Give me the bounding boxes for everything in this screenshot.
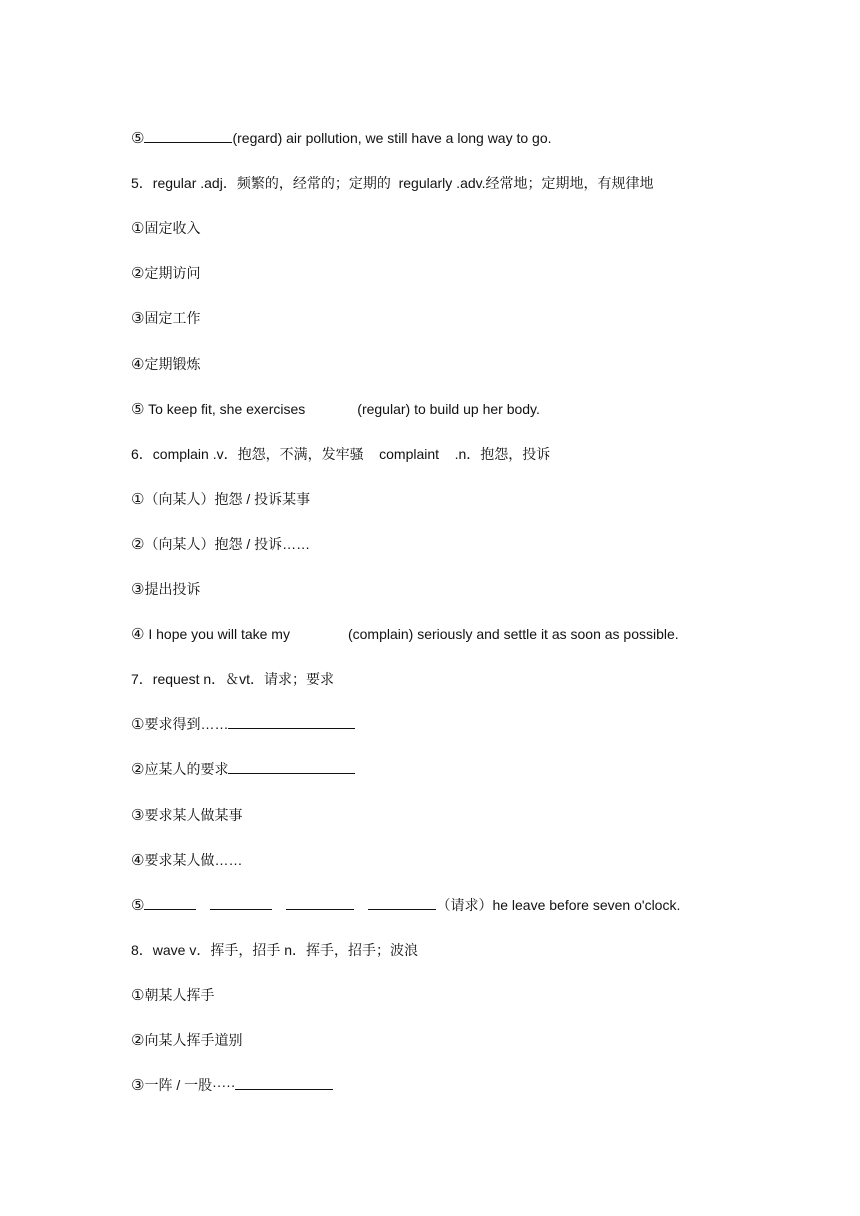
line-text: 一阵 / 一股····· (144, 1077, 236, 1093)
fill-in-blank (228, 759, 355, 774)
text-line (131, 354, 200, 374)
text-line (131, 669, 334, 689)
line-text: 5．regular .adj．频繁的，经常的；定期的 regularly .adv.经常地；定期地，有规律地 (131, 175, 654, 191)
item-marker: ① (131, 219, 145, 237)
text-line (131, 579, 200, 599)
text-line (131, 444, 550, 464)
text-line (131, 534, 310, 554)
item-marker: ⑤ (131, 896, 145, 914)
fill-in-blank (144, 895, 196, 910)
item-marker: ③ (131, 806, 145, 824)
line-text: (regard) air pollution, we still have a long way to go. (232, 130, 552, 146)
text-line (131, 850, 242, 870)
text-line (131, 759, 355, 779)
item-marker: ④ (131, 851, 145, 869)
text-line (131, 218, 200, 238)
line-text: (complain) seriously and settle it as soon as possible. (347, 626, 679, 642)
line-text: 6．complain .v．抱怨，不满，发牢骚 complaint .n．抱怨，投诉 (131, 446, 551, 462)
line-text: 要求某人做某事 (144, 807, 243, 823)
item-marker: ① (131, 490, 145, 508)
item-marker: ② (131, 760, 145, 778)
item-marker: ① (131, 715, 145, 733)
text-line (131, 173, 654, 193)
text-line (131, 399, 540, 419)
line-text: 定期锻炼 (144, 356, 201, 372)
item-marker: ④ (131, 355, 145, 373)
item-marker: ③ (131, 309, 145, 327)
item-marker: ② (131, 1031, 145, 1049)
line-text: （向某人）抱怨 / 投诉…… (144, 536, 311, 552)
fill-in-blank (228, 714, 355, 729)
item-marker: ③ (131, 1076, 145, 1094)
line-text: 8．wave v．挥手，招手 n．挥手，招手；波浪 (131, 942, 419, 958)
line-text: 固定收入 (144, 220, 201, 236)
text-line (131, 805, 242, 825)
line-text: To keep fit, she exercises (144, 401, 306, 417)
text-line (131, 895, 680, 915)
item-marker: ④ (131, 625, 145, 643)
item-marker: ⑤ (131, 129, 145, 147)
text-line (131, 489, 310, 509)
fill-in-blank (210, 895, 272, 910)
fill-in-blank (144, 128, 232, 143)
text-line (131, 263, 200, 283)
text-line (131, 714, 355, 734)
line-text: 提出投诉 (144, 581, 201, 597)
line-text: 应某人的要求 (144, 761, 229, 777)
line-text: （向某人）抱怨 / 投诉某事 (144, 491, 311, 507)
fill-in-blank (286, 895, 354, 910)
fill-in-blank (235, 1075, 333, 1090)
fill-in-blank (368, 895, 436, 910)
line-text: 固定工作 (144, 310, 201, 326)
line-text: 7．request n．＆vt．请求；要求 (131, 671, 335, 687)
text-line (131, 128, 552, 148)
text-line (131, 624, 679, 644)
item-marker: ② (131, 264, 145, 282)
line-text: 要求得到…… (144, 716, 229, 732)
line-text: I hope you will take my (144, 626, 290, 642)
item-marker: ② (131, 535, 145, 553)
line-text: (regular) to build up her body. (357, 401, 540, 417)
text-line (131, 308, 200, 328)
text-line (131, 1075, 333, 1095)
item-marker: ⑤ (131, 400, 145, 418)
line-text: 定期访问 (144, 265, 201, 281)
text-line (131, 985, 214, 1005)
text-line (131, 1030, 242, 1050)
item-marker: ① (131, 986, 145, 1004)
line-text: 朝某人挥手 (144, 987, 215, 1003)
line-text: 向某人挥手道别 (144, 1032, 243, 1048)
line-text: （请求）he leave before seven o'clock. (436, 897, 681, 913)
text-line (131, 940, 418, 960)
line-text: 要求某人做…… (144, 852, 243, 868)
item-marker: ③ (131, 580, 145, 598)
